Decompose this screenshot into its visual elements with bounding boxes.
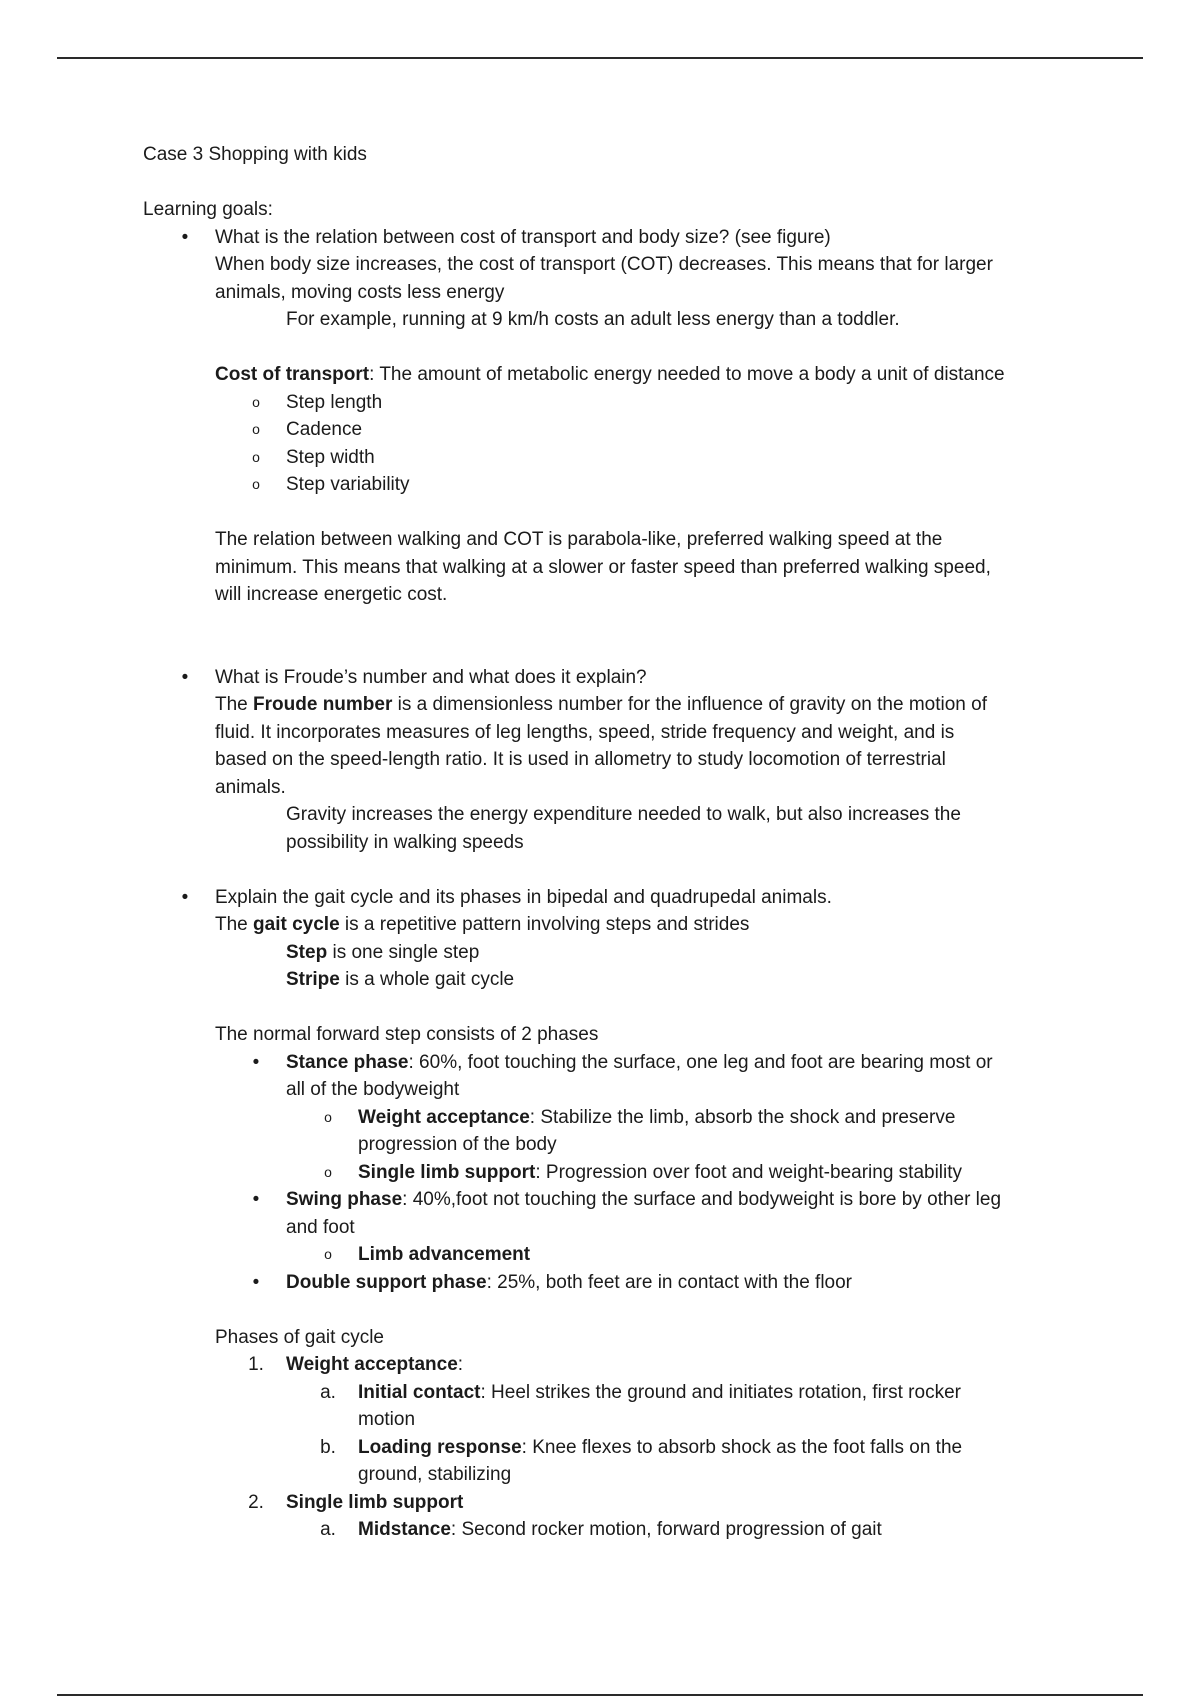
hollow-bullet-marker: o: [324, 1246, 332, 1262]
definition: : The amount of metabolic energy needed to move a body a unit of distance: [369, 364, 1005, 385]
list-item-text: Step width: [286, 446, 375, 468]
definition: all of the bodyweight: [286, 1079, 460, 1100]
list-item-text: Cadence: [286, 419, 363, 440]
text: The: [215, 694, 254, 715]
definition: progression of the body: [358, 1134, 557, 1155]
list-number: 2.: [248, 1491, 264, 1513]
term: Loading response: [358, 1436, 522, 1458]
term: Froude number: [253, 694, 393, 715]
lettered-item: [143, 1434, 1083, 1489]
definition: motion: [358, 1409, 416, 1430]
list-item: [143, 1269, 1083, 1297]
list-number: 1.: [248, 1354, 264, 1375]
example-line: For example, running at 9 km/h costs an adult less energy than a toddler.: [286, 309, 900, 330]
definition: : 25%, both feet are in contact with the floor: [486, 1271, 853, 1293]
term: Swing phase: [286, 1189, 403, 1210]
numbered-item: [143, 1351, 1083, 1379]
goal-question: What is the relation between cost of transport and body size? (see figure): [215, 226, 831, 248]
list-item-text: Step length: [286, 391, 383, 413]
term: Limb advancement: [358, 1244, 531, 1265]
numbered-item: [143, 1489, 1083, 1517]
lettered-item: [143, 1379, 1083, 1434]
list-item: [143, 1159, 1083, 1187]
hollow-bullet-marker: o: [324, 1108, 332, 1125]
list-item: [143, 444, 1083, 472]
text: The: [215, 914, 254, 935]
paragraph-line: Phases of gait cycle: [215, 1326, 384, 1348]
goal-item-froude: [143, 664, 1083, 692]
paragraph-line: Gravity increases the energy expenditure needed to walk, but also increases the: [286, 804, 961, 825]
definition: : Knee flexes to absorb shock as the foot falls on the: [521, 1436, 963, 1458]
list-letter: a.: [320, 1381, 336, 1403]
paragraph-line: fluid. It incorporates measures of leg lengths, speed, stride frequency and weight, and is: [215, 721, 955, 743]
list-item: [143, 1186, 1083, 1241]
list-letter: a.: [320, 1519, 336, 1540]
definition-line: [143, 911, 1083, 939]
paragraph-line: The relation between walking and COT is parabola-like, preferred walking speed at the: [215, 529, 943, 550]
bullet-marker: •: [181, 666, 189, 688]
goal-question: Explain the gait cycle and its phases in bipedal and quadrupedal animals.: [215, 886, 832, 908]
goal-question: What is Froude’s number and what does it explain?: [215, 666, 647, 688]
term: gait cycle: [253, 914, 340, 935]
list-item: [143, 471, 1083, 499]
term: Weight acceptance: [286, 1354, 458, 1375]
answer-line: animals, moving costs less energy: [215, 281, 505, 303]
paragraph-line: will increase energetic cost.: [215, 584, 448, 605]
list-item: [143, 389, 1083, 417]
goal-item-gait-cycle: [143, 884, 1083, 912]
paragraph-line: animals.: [215, 776, 286, 798]
hollow-bullet-marker: o: [252, 476, 260, 492]
goal-item-cost-of-transport: [143, 224, 1083, 252]
definition: and foot: [286, 1216, 355, 1238]
definition-line: [143, 691, 1083, 719]
term: Initial contact: [358, 1381, 481, 1403]
bullet-marker: •: [252, 1271, 260, 1293]
list-letter: b.: [320, 1436, 336, 1458]
definition-line: [143, 361, 1083, 389]
list-item: [143, 1049, 1083, 1104]
definition: : Progression over foot and weight-bearing stability: [535, 1161, 963, 1183]
paragraph-line: The normal forward step consists of 2 phases: [215, 1024, 599, 1045]
definition: ground, stabilizing: [358, 1464, 512, 1485]
term: Single limb support: [286, 1491, 464, 1513]
definition: : 60%, foot touching the surface, one leg and foot are bearing most or: [408, 1051, 993, 1073]
term: Stance phase: [286, 1051, 409, 1073]
definition: is a dimensionless number for the influence of gravity on the motion of: [392, 694, 987, 715]
paragraph-line: minimum. This means that walking at a slower or faster speed than preferred walking speed,: [215, 556, 991, 578]
bullet-marker: •: [252, 1051, 260, 1073]
definition: : Heel strikes the ground and initiates rotation, first rocker: [480, 1381, 961, 1403]
bullet-marker: •: [252, 1189, 260, 1210]
definition: : 40%,foot not touching the surface and bodyweight is bore by other leg: [402, 1189, 1002, 1210]
answer-line: When body size increases, the cost of transport (COT) decreases. This means that for larger: [215, 254, 993, 275]
header-rule: [57, 57, 1143, 59]
hollow-bullet-marker: o: [324, 1163, 332, 1180]
hollow-bullet-marker: o: [252, 448, 260, 465]
term: Step: [286, 941, 328, 963]
paragraph-line: possibility in walking speeds: [286, 831, 524, 853]
term: Double support phase: [286, 1271, 487, 1293]
definition-line: [143, 939, 1083, 967]
bullet-marker: •: [181, 886, 189, 908]
term: Cost of transport: [215, 364, 370, 385]
document-body: [143, 141, 1083, 1544]
term: Stripe: [286, 969, 340, 990]
definition-line: [143, 966, 1083, 994]
definition: is one single step: [327, 941, 480, 963]
paragraph-line: based on the speed-length ratio. It is used in allometry to study locomotion of terrestrial: [215, 749, 946, 770]
text: :: [457, 1354, 464, 1375]
list-item-text: Step variability: [286, 474, 410, 495]
list-item: [143, 1104, 1083, 1159]
definition: is a repetitive pattern involving steps and strides: [339, 914, 750, 935]
hollow-bullet-marker: o: [252, 421, 260, 437]
term: Midstance: [358, 1519, 451, 1540]
definition: : Second rocker motion, forward progression of gait: [450, 1519, 882, 1540]
learning-goals-label: Learning goals:: [143, 199, 273, 220]
definition: is a whole gait cycle: [339, 969, 515, 990]
list-item: [143, 416, 1083, 444]
list-item: [143, 1241, 1083, 1269]
bullet-marker: •: [181, 226, 189, 248]
term: Single limb support: [358, 1161, 536, 1183]
footer-rule: [57, 1694, 1143, 1696]
definition: : Stabilize the limb, absorb the shock and preserve: [529, 1106, 956, 1128]
hollow-bullet-marker: o: [252, 393, 260, 410]
page-title: Case 3 Shopping with kids: [143, 144, 367, 165]
lettered-item: [143, 1516, 1083, 1544]
term: Weight acceptance: [358, 1106, 530, 1128]
